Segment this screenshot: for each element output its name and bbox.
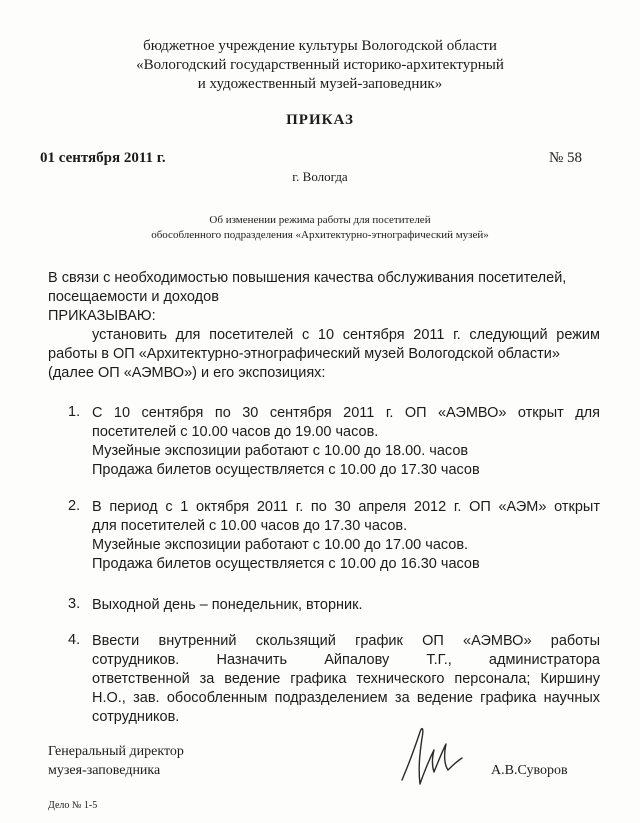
preamble-line-1: В связи с необходимостью повышения качества обслуживания посетителей, xyxy=(48,270,567,286)
order-word: ПРИКАЗЫВАЮ: xyxy=(48,308,156,324)
item-1-number: 1. xyxy=(68,404,81,420)
order-city: г. Вологда xyxy=(292,169,348,184)
intro-line-1: установить для посетителей с 10 сентября 2011 г. следующий режим xyxy=(92,327,600,343)
item-1-line-3: Музейные экспозиции работают с 10.00 до 18.00. часов xyxy=(92,443,469,459)
case-number: Дело № 1-5 xyxy=(48,800,98,811)
subject-line-1: Об изменении режима работы для посетителей xyxy=(209,214,431,226)
order-number: № 58 xyxy=(549,150,583,166)
item-2-line-2: для посетителей с 10.00 часов до 17.30 часов. xyxy=(92,518,408,534)
org-name-line-3: и художественный музей-заповедник» xyxy=(197,76,443,92)
item-1-line-4: Продажа билетов осуществляется с 10.00 до 17.30 часов xyxy=(92,462,480,478)
item-2-line-4: Продажа билетов осуществляется с 10.00 до 16.30 часов xyxy=(92,556,480,572)
item-4-line-5: сотрудников. xyxy=(92,709,180,725)
intro-line-3: (далее ОП «АЭМВО») и его экспозициях: xyxy=(48,365,326,381)
signer-position-line-2: музея-заповедника xyxy=(48,763,161,778)
item-4-line-3: ответственной за ведение графика технического персонала; Киршину xyxy=(92,671,600,687)
item-1-line-1: С 10 сентября по 30 сентября 2011 г. ОП «АЭМВО» открыт для xyxy=(92,405,600,421)
item-2-line-1: В период с 1 октября 2011 г. по 30 апреля 2012 г. ОП «АЭМ» открыт xyxy=(92,499,600,515)
handwritten-signature xyxy=(398,722,473,792)
document-title: ПРИКАЗ xyxy=(286,112,354,128)
item-1-line-2: посетителей с 10.00 часов до 19.00 часов. xyxy=(92,424,379,440)
signer-position-line-1: Генеральный директор xyxy=(48,744,184,759)
item-4-number: 4. xyxy=(68,632,81,648)
item-4-line-2: сотрудников. Назначить Айпалову Т.Г., администратора xyxy=(92,652,600,668)
signer-name: А.В.Суворов xyxy=(491,763,568,778)
org-name-line-1: бюджетное учреждение культуры Вологодской области xyxy=(143,38,497,54)
item-3-line-1: Выходной день – понедельник, вторник. xyxy=(92,597,363,613)
org-name-line-2: «Вологодский государственный историко-архитектурный xyxy=(136,57,504,73)
intro-line-2: работы в ОП «Архитектурно-этнографический музей Вологодской области» xyxy=(48,346,560,362)
item-3-number: 3. xyxy=(68,596,81,612)
item-2-line-3: Музейные экспозиции работают с 10.00 до 17.00 часов. xyxy=(92,537,469,553)
subject-line-2: обособленного подразделения «Архитектурно-этнографический музей» xyxy=(151,229,489,241)
item-4-line-4: Н.О., зав. обособленным подразделением за ведение графика научных xyxy=(92,690,600,706)
preamble-line-2: посещаемости и доходов xyxy=(48,289,219,305)
item-4-line-1: Ввести внутренний скользящий график ОП «АЭМВО» работы xyxy=(92,633,600,649)
order-date: 01 сентября 2011 г. xyxy=(40,150,166,166)
item-2-number: 2. xyxy=(68,498,81,514)
